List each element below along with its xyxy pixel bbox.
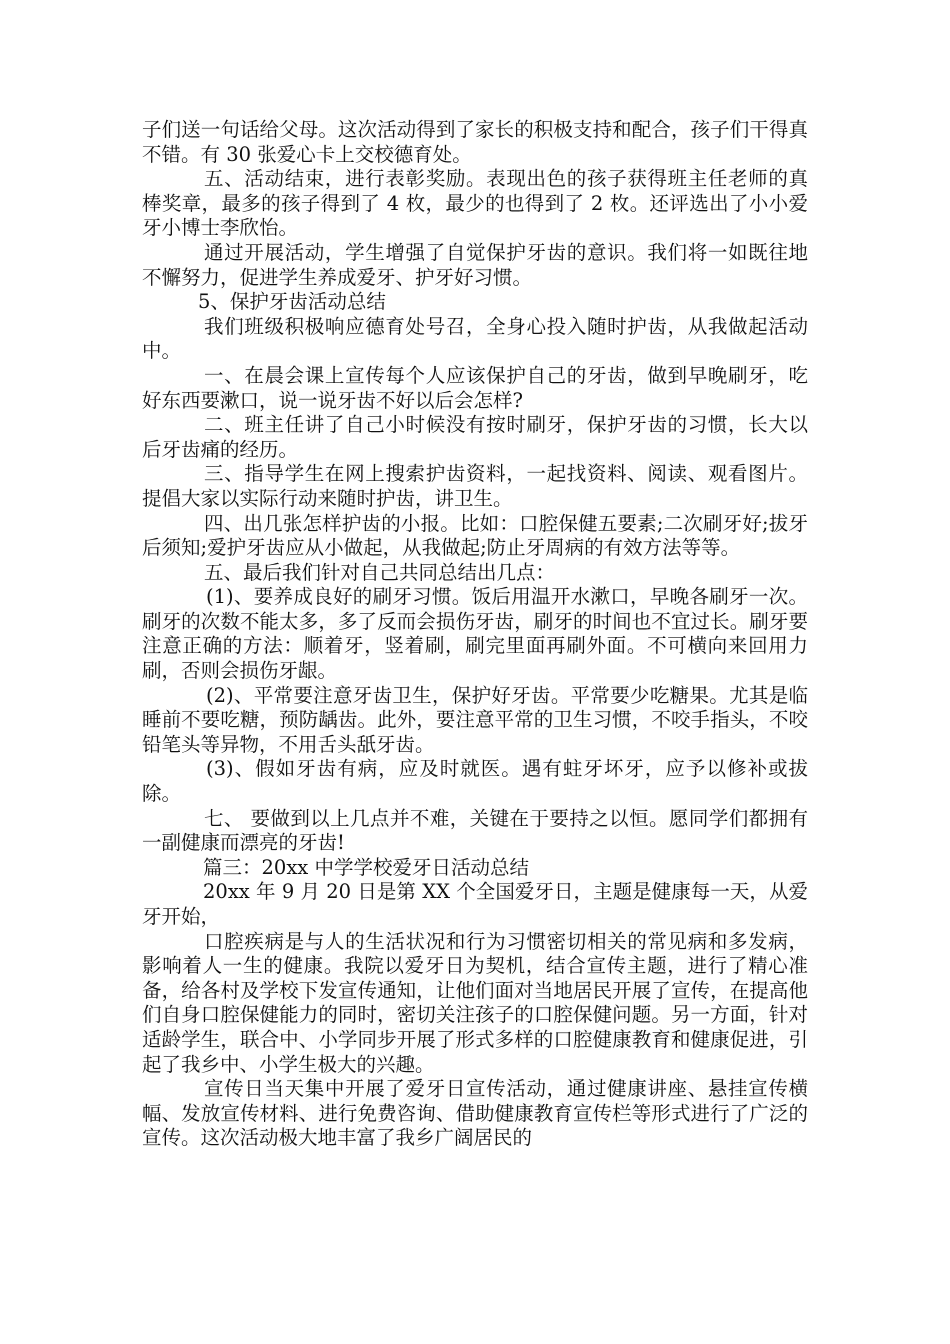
sub-item-1: (1)、要养成良好的刷牙习惯。饭后用温开水漱口，早晚各刷牙一次。刷牙的次数不能太多，多了反而会损伤牙齿，刷牙的时间也不宜过长。刷牙要注意正确的方法：顺着牙，竖着刷，刷完里面再刷外面。不可横向来回用力刷，否则会损伤牙龈。 bbox=[142, 585, 808, 683]
section-heading-part-3: 篇三：20xx 中学学校爱牙日活动总结 bbox=[203, 855, 530, 879]
list-item-3: 三、指导学生在网上搜索护齿资料，一起找资料、阅读、观看图片。提倡大家以实际行动来随时护齿，讲卫生。 bbox=[142, 462, 808, 510]
list-item-4: 四、出几张怎样护齿的小报。比如：口腔保健五要素;二次刷牙好;拔牙后须知;爱护牙齿应从小做起，从我做起;防止牙周病的有效方法等等。 bbox=[142, 511, 808, 560]
list-item-7: 七、 要做到以上几点并不难，关键在于要持之以恒。愿同学们都拥有一副健康而漂亮的牙齿! bbox=[142, 806, 808, 855]
paragraph-oral-disease: 口腔疾病是与人的生活状况和行为习惯密切相关的常见病和多发病，影响着人一生的健康。我院以爱牙日为契机，结合宣传主题，进行了精心准备，给各村及学校下发宣传通知，让他们面对当地居民开展了宣传，在提高他们自身口腔保健能力的同时，密切关注孩子的口腔保健问题。另一方面，针对适龄学生，联合中、小学同步开展了形式多样的口腔健康教育和健康促进，引起了我乡中、小学生极大的兴趣。 bbox=[142, 929, 808, 1076]
sub-item-3: (3)、假如牙齿有病，应及时就医。遇有蛀牙坏牙，应予以修补或拔除。 bbox=[142, 757, 808, 806]
paragraph-class-response: 我们班级积极响应德育处号召，全身心投入随时护齿，从我做起活动中。 bbox=[142, 314, 808, 363]
paragraph-activity-result: 通过开展活动，学生增强了自觉保护牙齿的意识。我们将一如既往地不懈努力，促进学生养成爱牙、护牙好习惯。 bbox=[142, 240, 808, 289]
paragraph-date-theme: 20xx 年 9 月 20 日是第 XX 个全国爱牙日，主题是健康每一天，从爱牙开始， bbox=[142, 880, 808, 928]
paragraph-activity-end: 五、活动结束，进行表彰奖励。表现出色的孩子获得班主任老师的真棒奖章，最多的孩子得到了 4 枚，最少的也得到了 2 枚。还评选出了小小爱牙小博士李欣怡。 bbox=[142, 167, 808, 240]
paragraph-continuation: 子们送一句话给父母。这次活动得到了家长的积极支持和配合，孩子们干得真不错。有 30 张爱心卡上交校德育处。 bbox=[142, 118, 808, 166]
list-item-2: 二、班主任讲了自己小时候没有按时刷牙，保护牙齿的习惯，长大以后牙齿痛的经历。 bbox=[142, 413, 808, 461]
list-item-5: 五、最后我们针对自己共同总结出几点： bbox=[204, 560, 556, 584]
section-heading-5: 5、保护牙齿活动总结 bbox=[198, 290, 386, 314]
paragraph-publicity-day: 宣传日当天集中开展了爱牙日宣传活动，通过健康讲座、悬挂宣传横幅、发放宣传材料、进行免费咨询、借助健康教育宣传栏等形式进行了广泛的宣传。这次活动极大地丰富了我乡广阔居民的 bbox=[142, 1077, 808, 1150]
sub-item-2: (2)、平常要注意牙齿卫生，保护好牙齿。平常要少吃糖果。尤其是临睡前不要吃糖，预防龋齿。此外，要注意平常的卫生习惯，不咬手指头，不咬铅笔头等异物，不用舌头舐牙齿。 bbox=[142, 683, 808, 756]
list-item-1: 一、在晨会课上宣传每个人应该保护自己的牙齿，做到早晚刷牙，吃好东西要漱口，说一说牙齿不好以后会怎样? bbox=[142, 363, 808, 412]
